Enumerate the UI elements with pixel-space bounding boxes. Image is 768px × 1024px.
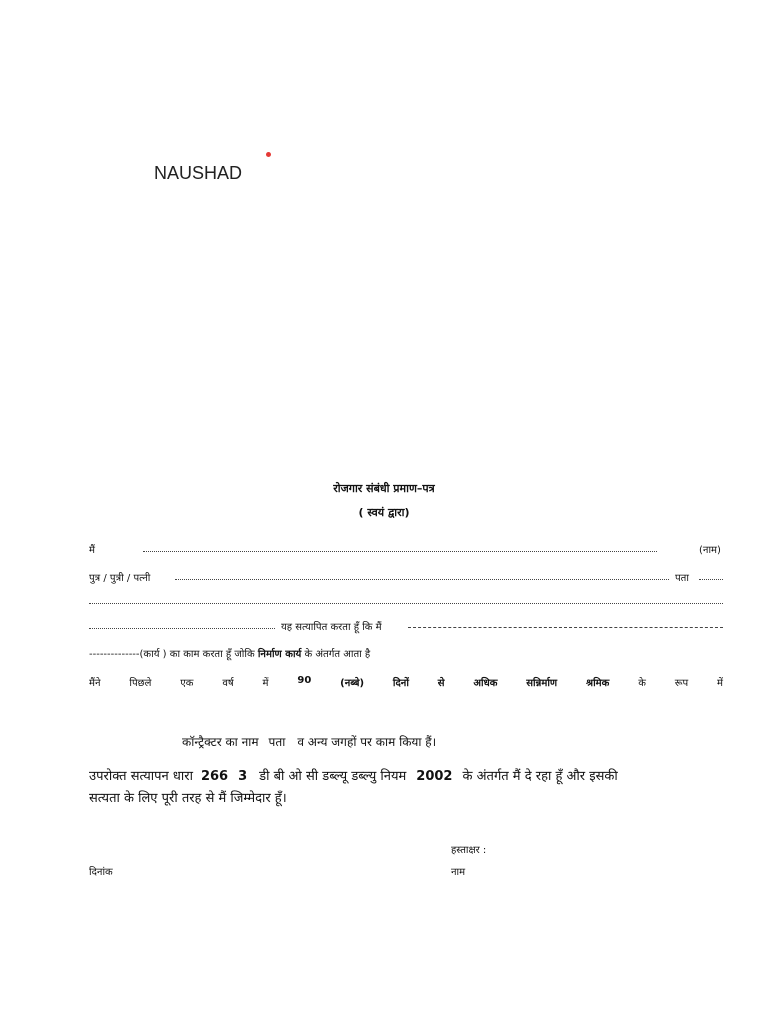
section-number: 266 <box>200 769 229 784</box>
work-blank-line <box>408 627 723 628</box>
experience-word: (नब्बे) <box>340 678 365 689</box>
experience-word: सन्निर्माण <box>526 678 558 689</box>
experience-word: में <box>717 678 723 689</box>
form-title: रोजगार संबंधी प्रमाण–पत्र <box>333 482 435 495</box>
declaration-line-2: सत्यता के लिए पूरी तरह से मैं जिम्मेदार हूँ। <box>89 791 287 806</box>
contractor-name-label: कॉन्ट्रैक्टर का नाम <box>182 735 259 749</box>
red-dot-marker <box>266 152 271 157</box>
contractor-line <box>182 733 436 750</box>
experience-word: 90 <box>297 675 312 686</box>
verification-text: यह सत्यापित करता हूँ कि मैं <box>281 622 382 633</box>
experience-word: के <box>638 678 646 689</box>
line4-blank <box>89 628 275 629</box>
experience-word: रूप <box>674 678 689 689</box>
form-subtitle: ( स्वयं द्वारा) <box>358 506 410 519</box>
work-text-before: (कार्य ) का काम करता हूँ जोकि <box>139 649 255 660</box>
experience-word: पिछले <box>129 678 152 689</box>
experience-word: वर्ष <box>222 678 234 689</box>
date-label: दिनांक <box>89 867 113 878</box>
line1-suffix: (नाम) <box>699 545 721 556</box>
declaration-text-f: के अंतर्गत मैं दे रहा हूँ और इसकी <box>462 769 618 784</box>
experience-word: श्रमिक <box>586 678 610 689</box>
line1-prefix: मैं <box>89 545 95 556</box>
experience-word: से <box>437 678 445 689</box>
address-label: पता <box>675 573 689 584</box>
work-text-after: के अंतर्गत आता है <box>304 649 371 660</box>
declaration-line-1 <box>89 766 723 784</box>
address-blank-line-full <box>89 603 723 604</box>
experience-word: मैंने <box>89 678 101 689</box>
declaration-text-d: डी बी ओ सी डब्ल्यू डब्ल्यु नियम <box>259 769 407 784</box>
experience-word: एक <box>180 678 194 689</box>
header-name: NAUSHAD <box>154 163 243 183</box>
work-description-line <box>89 646 370 660</box>
contractor-address-label: पता <box>268 735 286 749</box>
experience-statement <box>89 675 723 689</box>
declaration-text-a: उपरोक्त सत्यापन धारा <box>89 769 193 784</box>
experience-word: में <box>262 678 269 689</box>
experience-word: दिनों <box>392 678 409 689</box>
rule-year: 2002 <box>416 769 453 784</box>
address-blank-line-start <box>699 579 723 580</box>
experience-word: अधिक <box>473 678 498 689</box>
footer-name-label: नाम <box>451 867 466 878</box>
construction-work-text: निर्माण कार्य <box>257 649 302 660</box>
name-blank-line <box>143 551 657 552</box>
work-dashes: -------------- <box>89 649 140 660</box>
subsection-number: 3 <box>238 769 248 784</box>
signature-label: हस्ताक्षर : <box>451 845 487 856</box>
relation-blank-line <box>175 579 669 580</box>
relation-label: पुत्र / पुत्री / पत्नी <box>89 573 151 584</box>
contractor-other-places: व अन्य जगहों पर काम किया हैं। <box>297 735 437 749</box>
